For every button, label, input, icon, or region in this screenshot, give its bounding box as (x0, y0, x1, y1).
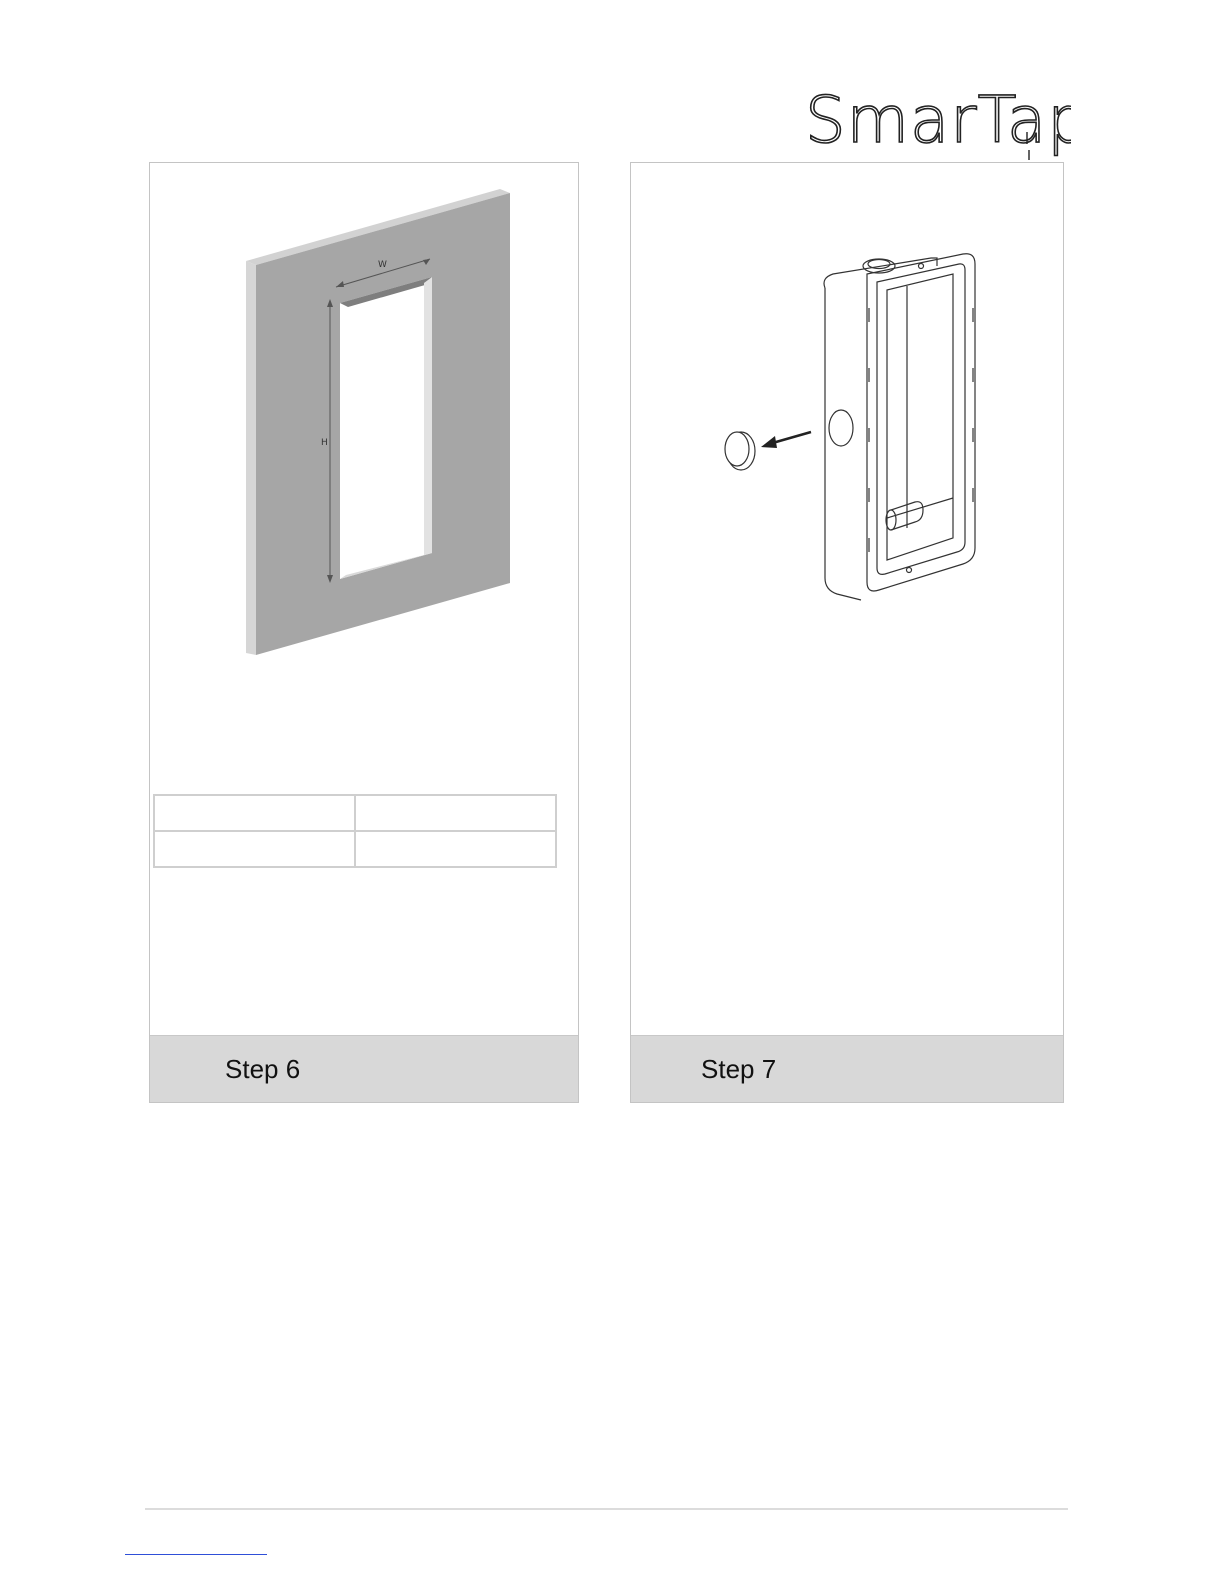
table-row (154, 795, 556, 831)
step-6-footer (150, 1035, 578, 1102)
step-7-label: Step 7 (701, 1054, 777, 1084)
width-label: W (378, 260, 387, 270)
step-7-footer (631, 1035, 1063, 1102)
step-6-panel (149, 162, 579, 1103)
step-6-label: Step 6 (225, 1054, 301, 1084)
table-cell (154, 831, 355, 867)
height-label: H (321, 438, 328, 448)
footer-link-underline[interactable] (125, 1554, 267, 1555)
wall-cutout-illustration (240, 183, 520, 663)
knockout-plug (725, 432, 755, 470)
footer-divider (145, 1508, 1068, 1510)
svg-text:SmarTap: SmarTap (805, 84, 1071, 158)
table-row (154, 831, 556, 867)
table-cell (355, 831, 556, 867)
smartap-logo (803, 80, 1071, 164)
dimensions-table (153, 794, 557, 868)
arrow-left-icon (761, 432, 811, 448)
table-cell (355, 795, 556, 831)
step-7-panel (630, 162, 1064, 1103)
junction-box-illustration (701, 248, 1061, 718)
table-cell (154, 795, 355, 831)
